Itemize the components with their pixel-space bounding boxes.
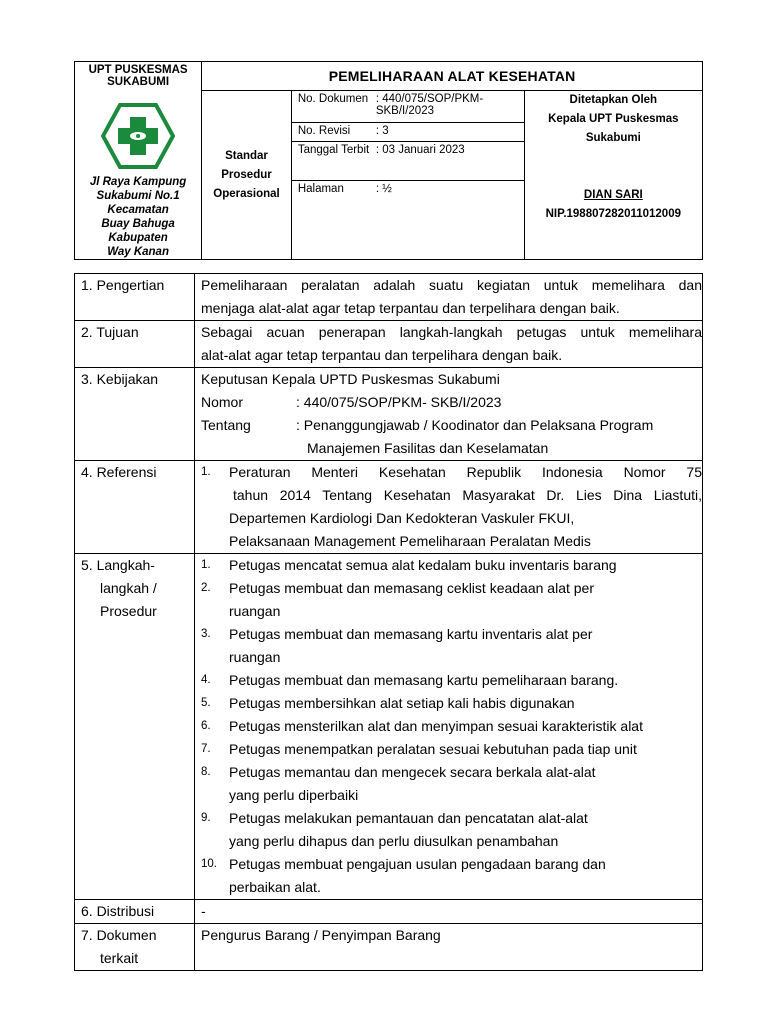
procedure-step — [201, 738, 702, 761]
sop-label — [202, 91, 292, 260]
step-text — [229, 807, 702, 853]
step-line: Petugas membersihkan alat setiap kali habis digunakan — [229, 695, 575, 711]
address-line: Sukabumi No.1 — [96, 190, 180, 202]
step-text — [229, 554, 702, 577]
step-text — [229, 577, 702, 623]
org-cell — [75, 62, 202, 260]
section-row — [75, 924, 703, 971]
step-text — [229, 761, 702, 807]
step-line: Petugas mensterilkan alat dan menyimpan sesuai karakteristik alat — [229, 718, 643, 734]
step-line: Petugas membuat dan memasang kartu pemeliharaan barang. — [229, 672, 619, 688]
content-line: tahun 2014 Tentang Kesehatan Masyarakat Dr. Lies Dina Liastuti, — [233, 487, 702, 503]
meta-value: : 03 Januari 2023 — [376, 141, 524, 180]
step-line: Petugas memantau dan mengecek secara berkala alat-alat — [229, 764, 596, 780]
content-line: menjaga alat-alat agar tetap terpantau dan terpelihara dengan baik. — [201, 300, 620, 316]
content-line: Departemen Kardiologi Dan Kedokteran Vaskuler FKUI, — [229, 510, 575, 526]
step-line: Petugas membuat dan memasang ceklist keadaan alat per — [229, 580, 594, 596]
section-row — [75, 368, 703, 461]
section-row — [75, 321, 703, 368]
sop-line: Operasional — [213, 187, 280, 200]
meta-label: Halaman — [297, 182, 344, 195]
approval-line: Kepala UPT Puskesmas — [548, 113, 679, 125]
sop-header-table — [74, 61, 703, 260]
address-line: Jl Raya Kampung — [89, 176, 187, 188]
procedure-step — [201, 761, 702, 807]
document-title: PEMELIHARAAN ALAT KESEHATAN — [202, 62, 703, 91]
puskesmas-logo-icon — [101, 103, 175, 169]
address-line: Kabupaten — [108, 232, 168, 244]
section-label — [75, 924, 195, 971]
section-row — [75, 554, 703, 900]
step-text — [229, 692, 702, 715]
nomor-line — [201, 391, 702, 414]
section-content: Pengurus Barang / Penyimpan Barang — [195, 924, 703, 971]
step-line: ruangan — [229, 603, 281, 619]
step-number: 9. — [201, 812, 211, 824]
step-line: yang perlu diperbaiki — [229, 787, 359, 803]
step-number: 5. — [201, 697, 211, 709]
procedure-step — [201, 623, 702, 669]
content-line: alat-alat agar tetap terpantau dan terpelihara dengan baik. — [201, 347, 563, 363]
step-line: perbaikan alat. — [229, 879, 321, 895]
meta-label: No. Dokumen — [292, 91, 376, 122]
meta-value: : 440/075/SOP/PKM- SKB/I/2023 — [376, 91, 524, 122]
procedure-step — [201, 807, 702, 853]
section-label: 3. Kebijakan — [75, 368, 195, 461]
section-content — [195, 274, 703, 321]
document-meta — [291, 91, 524, 260]
step-line: ruangan — [229, 649, 281, 665]
step-text — [229, 623, 702, 669]
content-line: Keputusan Kepala UPTD Puskesmas Sukabumi — [201, 371, 500, 387]
step-text — [229, 669, 702, 692]
section-row — [75, 274, 703, 321]
procedure-step — [201, 692, 702, 715]
step-number: 3. — [201, 628, 211, 640]
address-line: Buay Bahuga — [101, 218, 175, 230]
procedure-step — [201, 554, 702, 577]
address-line: Kecamatan — [107, 204, 169, 216]
step-line: Petugas membuat dan memasang kartu inventaris alat per — [229, 626, 593, 642]
meta-label: No. Revisi — [292, 122, 376, 141]
tentang-line — [201, 414, 702, 437]
label-line: 7. Dokumen — [81, 927, 157, 943]
meta-label: Tanggal Terbit — [292, 141, 376, 180]
step-line: yang perlu dihapus dan perlu diusulkan penambahan — [229, 833, 559, 849]
procedure-step — [201, 853, 702, 899]
address-line: Way Kanan — [107, 246, 169, 258]
procedure-step — [201, 669, 702, 692]
section-content — [195, 321, 703, 368]
label-line: terkait — [100, 950, 139, 966]
section-row — [75, 461, 703, 554]
signer-name: DIAN SARI — [583, 189, 643, 201]
step-number: 2. — [201, 582, 211, 594]
step-line: Petugas melakukan pemantauan dan pencatatan alat-alat — [229, 810, 588, 826]
section-label: 2. Tujuan — [75, 321, 195, 368]
label-line: 5. Langkah- — [81, 557, 155, 573]
section-content: - — [195, 900, 703, 924]
content-line: Sebagai acuan penerapan langkah-langkah petugas untuk memelihara — [201, 324, 702, 340]
section-content — [195, 368, 703, 461]
approval-cell — [524, 91, 702, 260]
meta-value: : 3 — [376, 122, 524, 141]
section-label: 4. Referensi — [75, 461, 195, 554]
list-number: 1. — [201, 466, 211, 478]
tentang-value-cont: Manajemen Fasilitas dan Keselamatan — [307, 440, 549, 456]
sop-line: Prosedur — [221, 168, 272, 181]
org-name: UPT PUSKESMAS SUKABUMI — [88, 64, 188, 88]
step-number: 1. — [201, 559, 211, 571]
step-number: 4. — [201, 674, 211, 686]
content-line: Pemeliharaan peralatan adalah suatu kegiatan untuk memelihara dan — [201, 277, 702, 293]
content-line: Peraturan Menteri Kesehatan Republik Indonesia Nomor 75 — [229, 464, 702, 480]
list-item — [201, 461, 702, 484]
sop-body-table — [74, 273, 703, 971]
signer-nip: NIP.198807282011012009 — [545, 208, 681, 220]
step-number: 7. — [201, 743, 211, 755]
step-text — [229, 853, 702, 899]
approval-line: Sukabumi — [585, 132, 641, 144]
section-label: 6. Distribusi — [75, 900, 195, 924]
nomor-label: Nomor — [201, 394, 244, 410]
content-line: Pelaksanaan Management Pemeliharaan Peralatan Medis — [229, 533, 591, 549]
label-line: Prosedur — [100, 603, 157, 619]
section-label: 1. Pengertian — [75, 274, 195, 321]
section-content — [195, 554, 703, 900]
step-number: 6. — [201, 720, 211, 732]
section-label — [75, 554, 195, 900]
procedure-step — [201, 577, 702, 623]
sop-line: Standar — [225, 149, 268, 162]
step-line: Petugas membuat pengajuan usulan pengadaan barang dan — [229, 856, 606, 872]
nomor-value: : 440/075/SOP/PKM- SKB/I/2023 — [296, 394, 502, 410]
step-text — [229, 738, 702, 761]
tentang-value: : Penanggungjawab / Koodinator dan Pelaksana Program — [296, 417, 654, 433]
section-content — [195, 461, 703, 554]
org-address — [75, 175, 201, 259]
step-line: Petugas mencatat semua alat kedalam buku inventaris barang — [229, 557, 617, 573]
step-text — [229, 715, 702, 738]
label-line: langkah / — [100, 580, 157, 596]
step-number: 8. — [201, 766, 211, 778]
meta-value: : ½ — [375, 182, 392, 195]
procedure-step — [201, 715, 702, 738]
step-number: 10. — [201, 858, 217, 870]
step-line: Petugas menempatkan peralatan sesuai kebutuhan pada tiap unit — [229, 741, 637, 757]
tentang-label: Tentang — [201, 417, 251, 433]
approval-line: Ditetapkan Oleh — [569, 94, 658, 106]
section-row — [75, 900, 703, 924]
